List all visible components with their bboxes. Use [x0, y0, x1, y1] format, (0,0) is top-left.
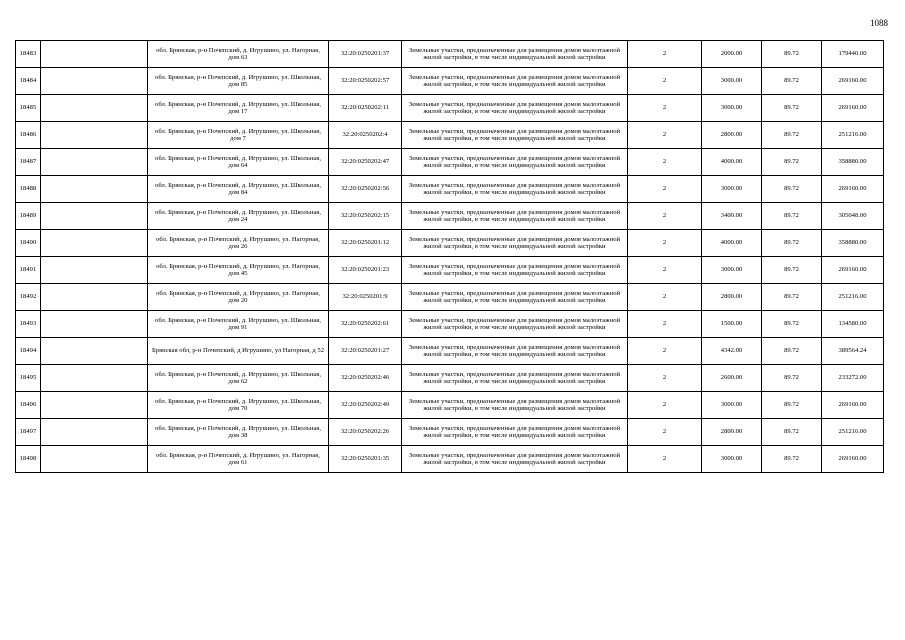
cell-blank: [41, 122, 148, 149]
cell-cadastral-value: 269160.00: [822, 446, 884, 473]
cell-land-use: Земельные участки, предназначенные для размещения домов малоэтажной жилой застройки, в том числе индивидуальной жилой застройки: [402, 446, 628, 473]
cell-cadastral-number: 32:20:0250202:26: [329, 419, 402, 446]
cell-area: 2800.00: [702, 122, 762, 149]
cell-cadastral-number: 32:20:0250202:56: [329, 176, 402, 203]
cell-address: Брянская обл, р-н Почепский, д Игрушино, ул Нагорная, д 52: [148, 338, 329, 365]
cell-area: 3000.00: [702, 446, 762, 473]
cell-cadastral-value: 269160.00: [822, 257, 884, 284]
cell-address: обл. Брянская, р-н Почепский, д. Игрушино, ул. Нагорная, дом 20: [148, 284, 329, 311]
cell-cadastral-number: 32:20:0250202:11: [329, 95, 402, 122]
cell-group: 2: [628, 176, 702, 203]
cell-address: обл. Брянская, р-н Почепский, д. Игрушино, ул. Школьная, дом 84: [148, 176, 329, 203]
cell-blank: [41, 203, 148, 230]
cell-id: 18484: [16, 68, 41, 95]
cell-specific-value: 89.72: [762, 68, 822, 95]
table-row: [16, 95, 884, 122]
cell-specific-value: 89.72: [762, 284, 822, 311]
table-row: [16, 230, 884, 257]
cell-area: 4342.00: [702, 338, 762, 365]
cell-specific-value: 89.72: [762, 392, 822, 419]
cell-cadastral-number: 32:20:0250202:61: [329, 311, 402, 338]
table-body: [16, 41, 884, 473]
cell-id: 18485: [16, 95, 41, 122]
cell-cadastral-value: 179440.00: [822, 41, 884, 68]
cell-blank: [41, 311, 148, 338]
cell-cadastral-number: 32:20:0250201:12: [329, 230, 402, 257]
table-row: [16, 176, 884, 203]
cadastral-value-table: [15, 40, 884, 473]
cell-group: 2: [628, 311, 702, 338]
cell-id: 18490: [16, 230, 41, 257]
cell-id: 18497: [16, 419, 41, 446]
cell-area: 3000.00: [702, 392, 762, 419]
cell-area: 2000.00: [702, 41, 762, 68]
cell-group: 2: [628, 149, 702, 176]
cell-address: обл. Брянская, р-н Почепский, д. Игрушино, ул. Школьная, дом 64: [148, 149, 329, 176]
cell-cadastral-value: 269160.00: [822, 95, 884, 122]
cell-specific-value: 89.72: [762, 41, 822, 68]
cell-cadastral-number: 32:20:0250201:9: [329, 284, 402, 311]
cell-specific-value: 89.72: [762, 176, 822, 203]
cell-blank: [41, 176, 148, 203]
page-number: 1088: [870, 18, 888, 28]
cell-land-use: Земельные участки, предназначенные для размещения домов малоэтажной жилой застройки, в том числе индивидуальной жилой застройки: [402, 122, 628, 149]
cell-area: 2800.00: [702, 284, 762, 311]
cell-id: 18486: [16, 122, 41, 149]
cell-id: 18488: [16, 176, 41, 203]
cell-land-use: Земельные участки, предназначенные для размещения домов малоэтажной жилой застройки, в том числе индивидуальной жилой застройки: [402, 41, 628, 68]
cell-group: 2: [628, 230, 702, 257]
cell-cadastral-number: 32:20:0250201:27: [329, 338, 402, 365]
cell-land-use: Земельные участки, предназначенные для размещения домов малоэтажной жилой застройки, в том числе индивидуальной жилой застройки: [402, 68, 628, 95]
cell-id: 18483: [16, 41, 41, 68]
cell-land-use: Земельные участки, предназначенные для размещения домов малоэтажной жилой застройки, в том числе индивидуальной жилой застройки: [402, 257, 628, 284]
cell-address: обл. Брянская, р-н Почепский, д. Игрушино, ул. Школьная, дом 70: [148, 392, 329, 419]
cell-address: обл. Брянская, р-н Почепский, д. Игрушино, ул. Школьная, дом 91: [148, 311, 329, 338]
cell-specific-value: 89.72: [762, 149, 822, 176]
cell-specific-value: 89.72: [762, 419, 822, 446]
cell-cadastral-value: 251216.00: [822, 122, 884, 149]
table-row: [16, 68, 884, 95]
cell-id: 18489: [16, 203, 41, 230]
cell-group: 2: [628, 257, 702, 284]
table-row: [16, 446, 884, 473]
cell-group: 2: [628, 419, 702, 446]
cell-group: 2: [628, 68, 702, 95]
cell-blank: [41, 392, 148, 419]
table-row: [16, 122, 884, 149]
cell-blank: [41, 419, 148, 446]
cell-area: 3000.00: [702, 68, 762, 95]
table-row: [16, 392, 884, 419]
cell-cadastral-number: 32:20:0250202:4: [329, 122, 402, 149]
cell-specific-value: 89.72: [762, 311, 822, 338]
cell-blank: [41, 149, 148, 176]
cell-cadastral-value: 389564.24: [822, 338, 884, 365]
cell-specific-value: 89.72: [762, 95, 822, 122]
cell-land-use: Земельные участки, предназначенные для размещения домов малоэтажной жилой застройки, в том числе индивидуальной жилой застройки: [402, 203, 628, 230]
cell-cadastral-value: 269160.00: [822, 68, 884, 95]
cell-blank: [41, 257, 148, 284]
cell-land-use: Земельные участки, предназначенные для размещения домов малоэтажной жилой застройки, в том числе индивидуальной жилой застройки: [402, 338, 628, 365]
cell-group: 2: [628, 446, 702, 473]
table-row: [16, 311, 884, 338]
cell-specific-value: 89.72: [762, 365, 822, 392]
cell-cadastral-number: 32:20:0250202:47: [329, 149, 402, 176]
cell-land-use: Земельные участки, предназначенные для размещения домов малоэтажной жилой застройки, в том числе индивидуальной жилой застройки: [402, 284, 628, 311]
cell-group: 2: [628, 284, 702, 311]
cell-address: обл. Брянская, р-н Почепский, д. Игрушино, ул. Нагорная, дом 63: [148, 41, 329, 68]
cell-cadastral-value: 358880.00: [822, 230, 884, 257]
cell-land-use: Земельные участки, предназначенные для размещения домов малоэтажной жилой застройки, в том числе индивидуальной жилой застройки: [402, 365, 628, 392]
cell-cadastral-number: 32:20:0250201:35: [329, 446, 402, 473]
cell-group: 2: [628, 95, 702, 122]
cell-area: 3000.00: [702, 176, 762, 203]
cell-id: 18494: [16, 338, 41, 365]
cell-area: 4000.00: [702, 149, 762, 176]
table-row: [16, 257, 884, 284]
cell-area: 3000.00: [702, 95, 762, 122]
cell-address: обл. Брянская, р-н Почепский, д. Игрушино, ул. Школьная, дом 62: [148, 365, 329, 392]
cell-cadastral-number: 32:20:0250201:23: [329, 257, 402, 284]
cell-address: обл. Брянская, р-н Почепский, д. Игрушино, ул. Школьная, дом 24: [148, 203, 329, 230]
table-row: [16, 338, 884, 365]
cell-area: 2600.00: [702, 365, 762, 392]
cell-cadastral-value: 269160.00: [822, 176, 884, 203]
cell-blank: [41, 230, 148, 257]
cell-specific-value: 89.72: [762, 203, 822, 230]
table-row: [16, 365, 884, 392]
cell-blank: [41, 446, 148, 473]
cell-group: 2: [628, 365, 702, 392]
cell-area: 1500.00: [702, 311, 762, 338]
cell-specific-value: 89.72: [762, 338, 822, 365]
table-row: [16, 203, 884, 230]
cell-cadastral-number: 32:20:0250202:46: [329, 365, 402, 392]
cell-cadastral-value: 134580.00: [822, 311, 884, 338]
cell-land-use: Земельные участки, предназначенные для размещения домов малоэтажной жилой застройки, в том числе индивидуальной жилой застройки: [402, 230, 628, 257]
cell-id: 18492: [16, 284, 41, 311]
cell-address: обл. Брянская, р-н Почепский, д. Игрушино, ул. Школьная, дом 7: [148, 122, 329, 149]
cell-land-use: Земельные участки, предназначенные для размещения домов малоэтажной жилой застройки, в том числе индивидуальной жилой застройки: [402, 419, 628, 446]
cell-id: 18487: [16, 149, 41, 176]
cell-cadastral-value: 269160.00: [822, 392, 884, 419]
cell-address: обл. Брянская, р-н Почепский, д. Игрушино, ул. Школьная, дом 17: [148, 95, 329, 122]
cell-group: 2: [628, 203, 702, 230]
cell-blank: [41, 68, 148, 95]
cell-cadastral-number: 32:20:0250202:49: [329, 392, 402, 419]
cell-group: 2: [628, 122, 702, 149]
cell-land-use: Земельные участки, предназначенные для размещения домов малоэтажной жилой застройки, в том числе индивидуальной жилой застройки: [402, 311, 628, 338]
cell-land-use: Земельные участки, предназначенные для размещения домов малоэтажной жилой застройки, в том числе индивидуальной жилой застройки: [402, 176, 628, 203]
cell-id: 18491: [16, 257, 41, 284]
cell-specific-value: 89.72: [762, 230, 822, 257]
cell-cadastral-value: 305048.00: [822, 203, 884, 230]
cell-address: обл. Брянская, р-н Почепский, д. Игрушино, ул. Школьная, дом 85: [148, 68, 329, 95]
cell-cadastral-value: 251216.00: [822, 419, 884, 446]
cell-land-use: Земельные участки, предназначенные для размещения домов малоэтажной жилой застройки, в том числе индивидуальной жилой застройки: [402, 392, 628, 419]
cell-specific-value: 89.72: [762, 257, 822, 284]
cell-specific-value: 89.72: [762, 446, 822, 473]
cell-id: 18495: [16, 365, 41, 392]
cell-cadastral-value: 233272.00: [822, 365, 884, 392]
cell-group: 2: [628, 392, 702, 419]
cell-blank: [41, 284, 148, 311]
table-row: [16, 149, 884, 176]
cell-cadastral-number: 32:20:0250201:37: [329, 41, 402, 68]
cell-land-use: Земельные участки, предназначенные для размещения домов малоэтажной жилой застройки, в том числе индивидуальной жилой застройки: [402, 149, 628, 176]
cell-address: обл. Брянская, р-н Почепский, д. Игрушино, ул. Нагорная, дом 26: [148, 230, 329, 257]
cell-address: обл. Брянская, р-н Почепский, д. Игрушино, ул. Школьная, дом 38: [148, 419, 329, 446]
cell-address: обл. Брянская, р-н Почепский, д. Игрушино, ул. Нагорная, дом 45: [148, 257, 329, 284]
cell-cadastral-value: 251216.00: [822, 284, 884, 311]
cell-cadastral-value: 358880.00: [822, 149, 884, 176]
cell-area: 4000.00: [702, 230, 762, 257]
cell-address: обл. Брянская, р-н Почепский, д. Игрушино, ул. Нагорная, дом 61: [148, 446, 329, 473]
cell-specific-value: 89.72: [762, 122, 822, 149]
cell-area: 3400.00: [702, 203, 762, 230]
table-row: [16, 284, 884, 311]
cell-area: 2800.00: [702, 419, 762, 446]
cell-id: 18498: [16, 446, 41, 473]
table-row: [16, 419, 884, 446]
cell-group: 2: [628, 41, 702, 68]
cell-cadastral-number: 32:20:0250202:57: [329, 68, 402, 95]
cell-cadastral-number: 32:20:0250202:15: [329, 203, 402, 230]
cell-blank: [41, 95, 148, 122]
cell-blank: [41, 41, 148, 68]
cell-blank: [41, 338, 148, 365]
cell-group: 2: [628, 338, 702, 365]
cell-area: 3000.00: [702, 257, 762, 284]
cell-land-use: Земельные участки, предназначенные для размещения домов малоэтажной жилой застройки, в том числе индивидуальной жилой застройки: [402, 95, 628, 122]
cell-blank: [41, 365, 148, 392]
cell-id: 18493: [16, 311, 41, 338]
table-row: [16, 41, 884, 68]
cell-id: 18496: [16, 392, 41, 419]
